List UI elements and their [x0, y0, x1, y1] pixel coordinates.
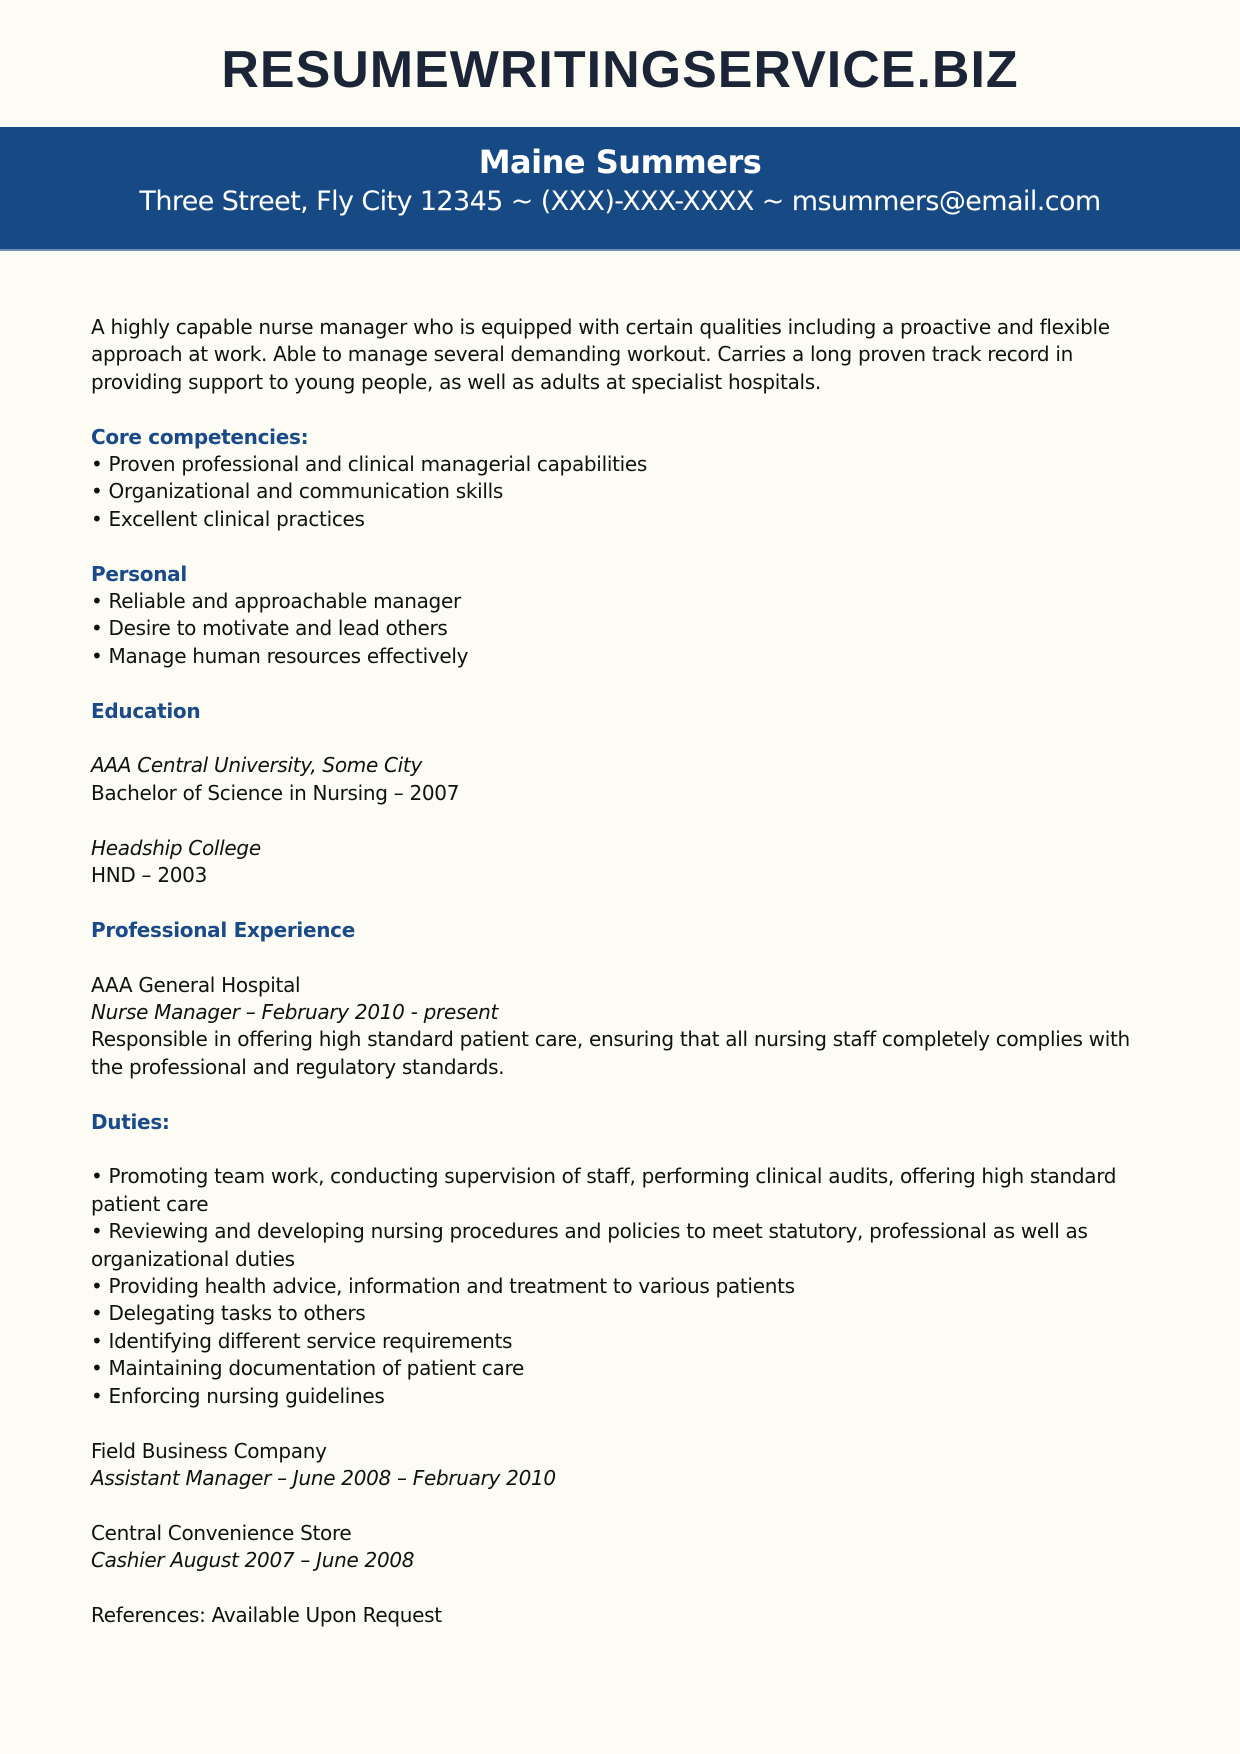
brand-logo: RESUMEWRITINGSERVICE.BIZ [221, 41, 1019, 99]
company: Field Business Company [91, 1438, 327, 1463]
references: References: Available Upon Request [91, 1602, 442, 1627]
candidate-name: Maine Summers [478, 143, 762, 181]
list-item: • Desire to motivate and lead others [91, 616, 448, 641]
personal-heading: Personal [91, 561, 187, 586]
list-item: • Organizational and communication skills [91, 479, 503, 504]
job-role: Cashier August 2007 – June 2008 [91, 1548, 415, 1573]
core-heading: Core competencies: [91, 424, 309, 449]
education-heading: Education [91, 698, 201, 723]
degree: Bachelor of Science in Nursing – 2007 [91, 780, 460, 805]
list-item: • Maintaining documentation of patient care [91, 1356, 524, 1381]
list-item: • Proven professional and clinical managerial capabilities [91, 452, 647, 477]
job-role: Nurse Manager – February 2010 - present [91, 1000, 498, 1025]
job-role: Assistant Manager – June 2008 – February 2010 [91, 1465, 556, 1490]
list-item: • Reliable and approachable manager [91, 589, 461, 614]
list-item: • Excellent clinical practices [91, 506, 365, 531]
school: AAA Central University, Some City [91, 753, 423, 778]
company: Central Convenience Store [91, 1520, 352, 1545]
list-item: • Identifying different service requirements [91, 1328, 513, 1353]
resume-body [91, 314, 1151, 1629]
degree: HND – 2003 [91, 863, 208, 888]
experience-heading: Professional Experience [91, 917, 355, 942]
summary: A highly capable nurse manager who is equipped with certain qualities including a proactive and flexible approach at work. Able to manage several demanding workout. Carries a long proven track record in providing support to young people, as well as adults at specialist hospitals. [91, 315, 1110, 394]
school: Headship College [91, 835, 261, 860]
list-item: • Reviewing and developing nursing procedures and policies to meet statutory, professional as well as organizational duties [91, 1219, 1088, 1271]
company: AAA General Hospital [91, 972, 301, 997]
list-item: • Providing health advice, information and treatment to various patients [91, 1274, 795, 1299]
contact-line: Three Street, Fly City 12345 ~ (XXX)-XXX-XXXX ~ msummers@email.com [139, 186, 1101, 217]
job-description: Responsible in offering high standard patient care, ensuring that all nursing staff completely complies with the professional and regulatory standards. [91, 1027, 1130, 1079]
duties-heading: Duties: [91, 1109, 170, 1134]
list-item: • Delegating tasks to others [91, 1301, 366, 1326]
list-item: • Manage human resources effectively [91, 643, 469, 668]
list-item: • Enforcing nursing guidelines [91, 1383, 385, 1408]
list-item: • Promoting team work, conducting supervision of staff, performing clinical audits, offering high standard patient care [91, 1164, 1117, 1216]
resume-header [0, 127, 1240, 251]
